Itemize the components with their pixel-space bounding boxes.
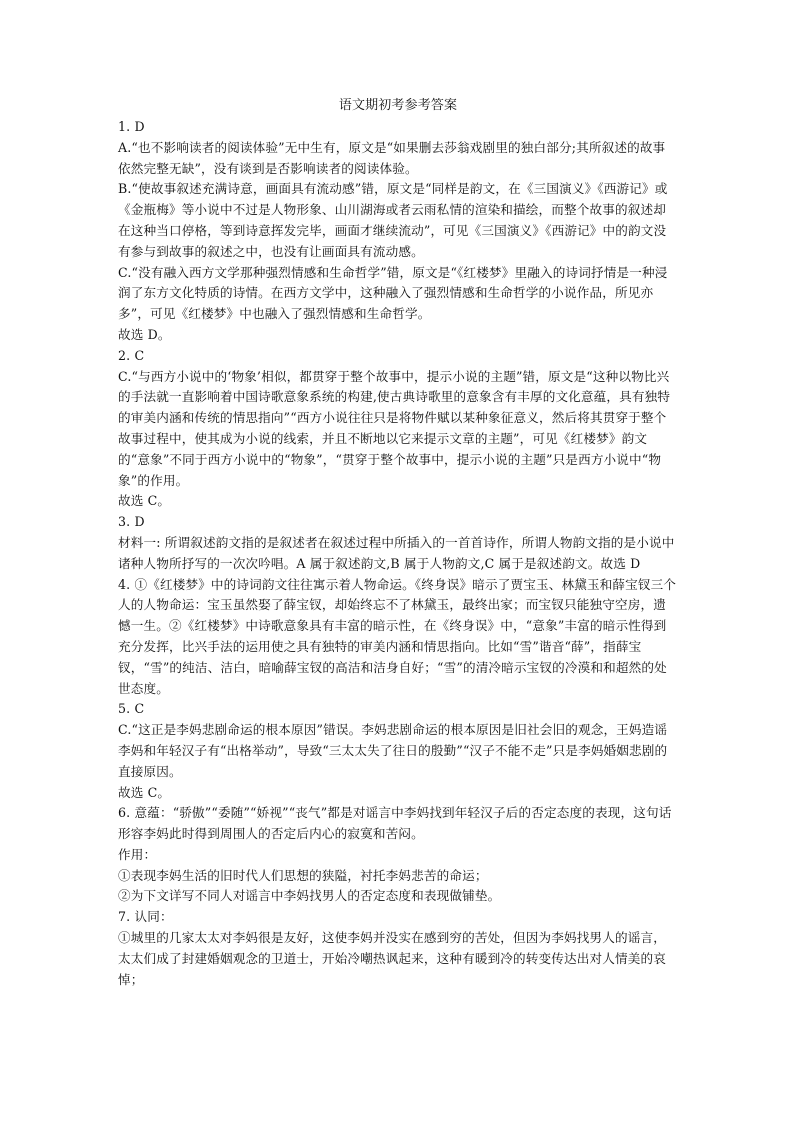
answer-document: [118, 96, 678, 990]
answer-paragraph: 1. D: [118, 119, 145, 134]
answer-paragraph: 故选 C。: [118, 493, 171, 509]
answer-paragraph: 作用：: [118, 846, 157, 862]
answer-paragraph: C.“没有融入西方文学那种强烈情感和生命哲学”错，原文是“《红楼梦》里融入的诗词抒情是一种浸润了东方文化特质的诗情。在西方文学中，这种融入了强烈情感和生命哲学的小说作品，所见亦多”，可见《红楼梦》中也融入了强烈情感和生命哲学。: [118, 264, 668, 322]
answer-paragraph: 故选 D。: [118, 326, 171, 342]
answer-paragraph: C.“与西方小说中的‘物象’相似，都贯穿于整个故事中，提示小说的主题”错，原文是“这种以物比兴的手法就一直影响着中国诗歌意象系统的构建,使古典诗歌里的意象含有丰厚的文化意蕴，具有独特的审美内涵和传统的情思指向”“西方小说往往只是将物件赋以某种象征意义，然后将其贯穿于整个故事过程中，使其成为小说的线索，并且不断地以它来提示文章的主题”，可见《红楼梦》韵文的“意象”不同于西方小说中的“物象”，“贯穿于整个故事中，提示小说的主题”只是西方小说中“物象”的作用。: [118, 368, 671, 488]
answer-paragraph: ②为下文详写不同人对谣言中李妈找男人的否定态度和表现做铺垫。: [118, 888, 501, 904]
answer-paragraph: 6. 意蕴：“骄傲”“委随”“娇视”“丧气”都是对谣言中李妈找到年轻汉子后的否定态度的表现，这句话形容李妈此时得到周围人的否定后内心的寂寞和苦闷。: [118, 805, 672, 842]
answer-paragraph: 故选 C。: [118, 784, 171, 800]
answer-paragraph: 4. ①《红楼梦》中的诗词韵文往往寓示着人物命运。《终身误》暗示了贾宝玉、林黛玉和薛宝钗三个人的人物命运：宝玉虽然娶了薛宝钗，却始终忘不了林黛玉，最终出家；而宝钗只能独守空房，遗憾一生。②《红楼梦》中诗歌意象具有丰富的暗示性，在《终身误》中，“意象”丰富的暗示性得到充分发挥，比兴手法的运用使之具有独特的审美内涵和情思指向。比如“雪”谐音“薛”，指薛宝钗，“雪”的纯洁、洁白，暗喻薛宝钗的高洁和洁身自好；“雪”的清冷暗示宝钗的冷漠和和超然的处世态度。: [118, 576, 677, 696]
answer-paragraph: 材料一: 所谓叙述韵文指的是叙述者在叙述过程中所插入的一首首诗作，所谓人物韵文指的是小说中诸种人物所抒写的一次次吟唱。A 属于叙述韵文,B 属于人物韵文,C 属于是叙述韵文。故选 D: [118, 534, 675, 571]
answer-paragraph: 2. C: [118, 347, 145, 363]
answer-paragraph: A.“也不影响读者的阅读体验”无中生有，原文是“如果删去莎翁戏剧里的独白部分;其所叙述的故事依然完整无缺”，没有谈到是否影响读者的阅读体验。: [118, 139, 666, 176]
answer-paragraph: ①表现李妈生活的旧时代人们思想的狭隘，衬托李妈悲苦的命运；: [118, 867, 488, 883]
page-title: 语文期初考参考答案: [338, 98, 458, 113]
answer-paragraph: 3. D: [118, 514, 145, 530]
answer-paragraph: C.“这正是李妈悲剧命运的根本原因”错误。李妈悲剧命运的根本原因是旧社会旧的观念，王妈造谣李妈和年轻汉子有“出格举动”，导致“三太太失了往日的殷勤”“汉子不能不走”只是李妈婚姻悲剧的直接原因。: [118, 722, 668, 779]
answer-paragraph: ①城里的几家太太对李妈很是友好，这使李妈并没实在感到穷的苦处，但因为李妈找男人的谣言，太太们成了封建婚姻观念的卫道士，开始冷嘲热讽起来，这种有暖到冷的转变传达出对人情美的哀悼；: [118, 930, 666, 987]
document-body: [118, 117, 678, 990]
answer-paragraph: 7. 认同：: [118, 909, 173, 925]
answer-paragraph: B.“使故事叙述充满诗意，画面具有流动感”错，原文是“同样是韵文，在《三国演义》《西游记》或《金瓶梅》等小说中不过是人物形象、山川湖海或者云雨私情的渲染和描绘，而整个故事的叙述却在这种当口停格，等到诗意挥发完毕，画面才继续流动”，可见《三国演义》《西游记》中的韵文没有参与到故事的叙述之中，也没有让画面具有流动感。: [118, 181, 668, 259]
answer-paragraph: 5. C: [118, 701, 145, 717]
